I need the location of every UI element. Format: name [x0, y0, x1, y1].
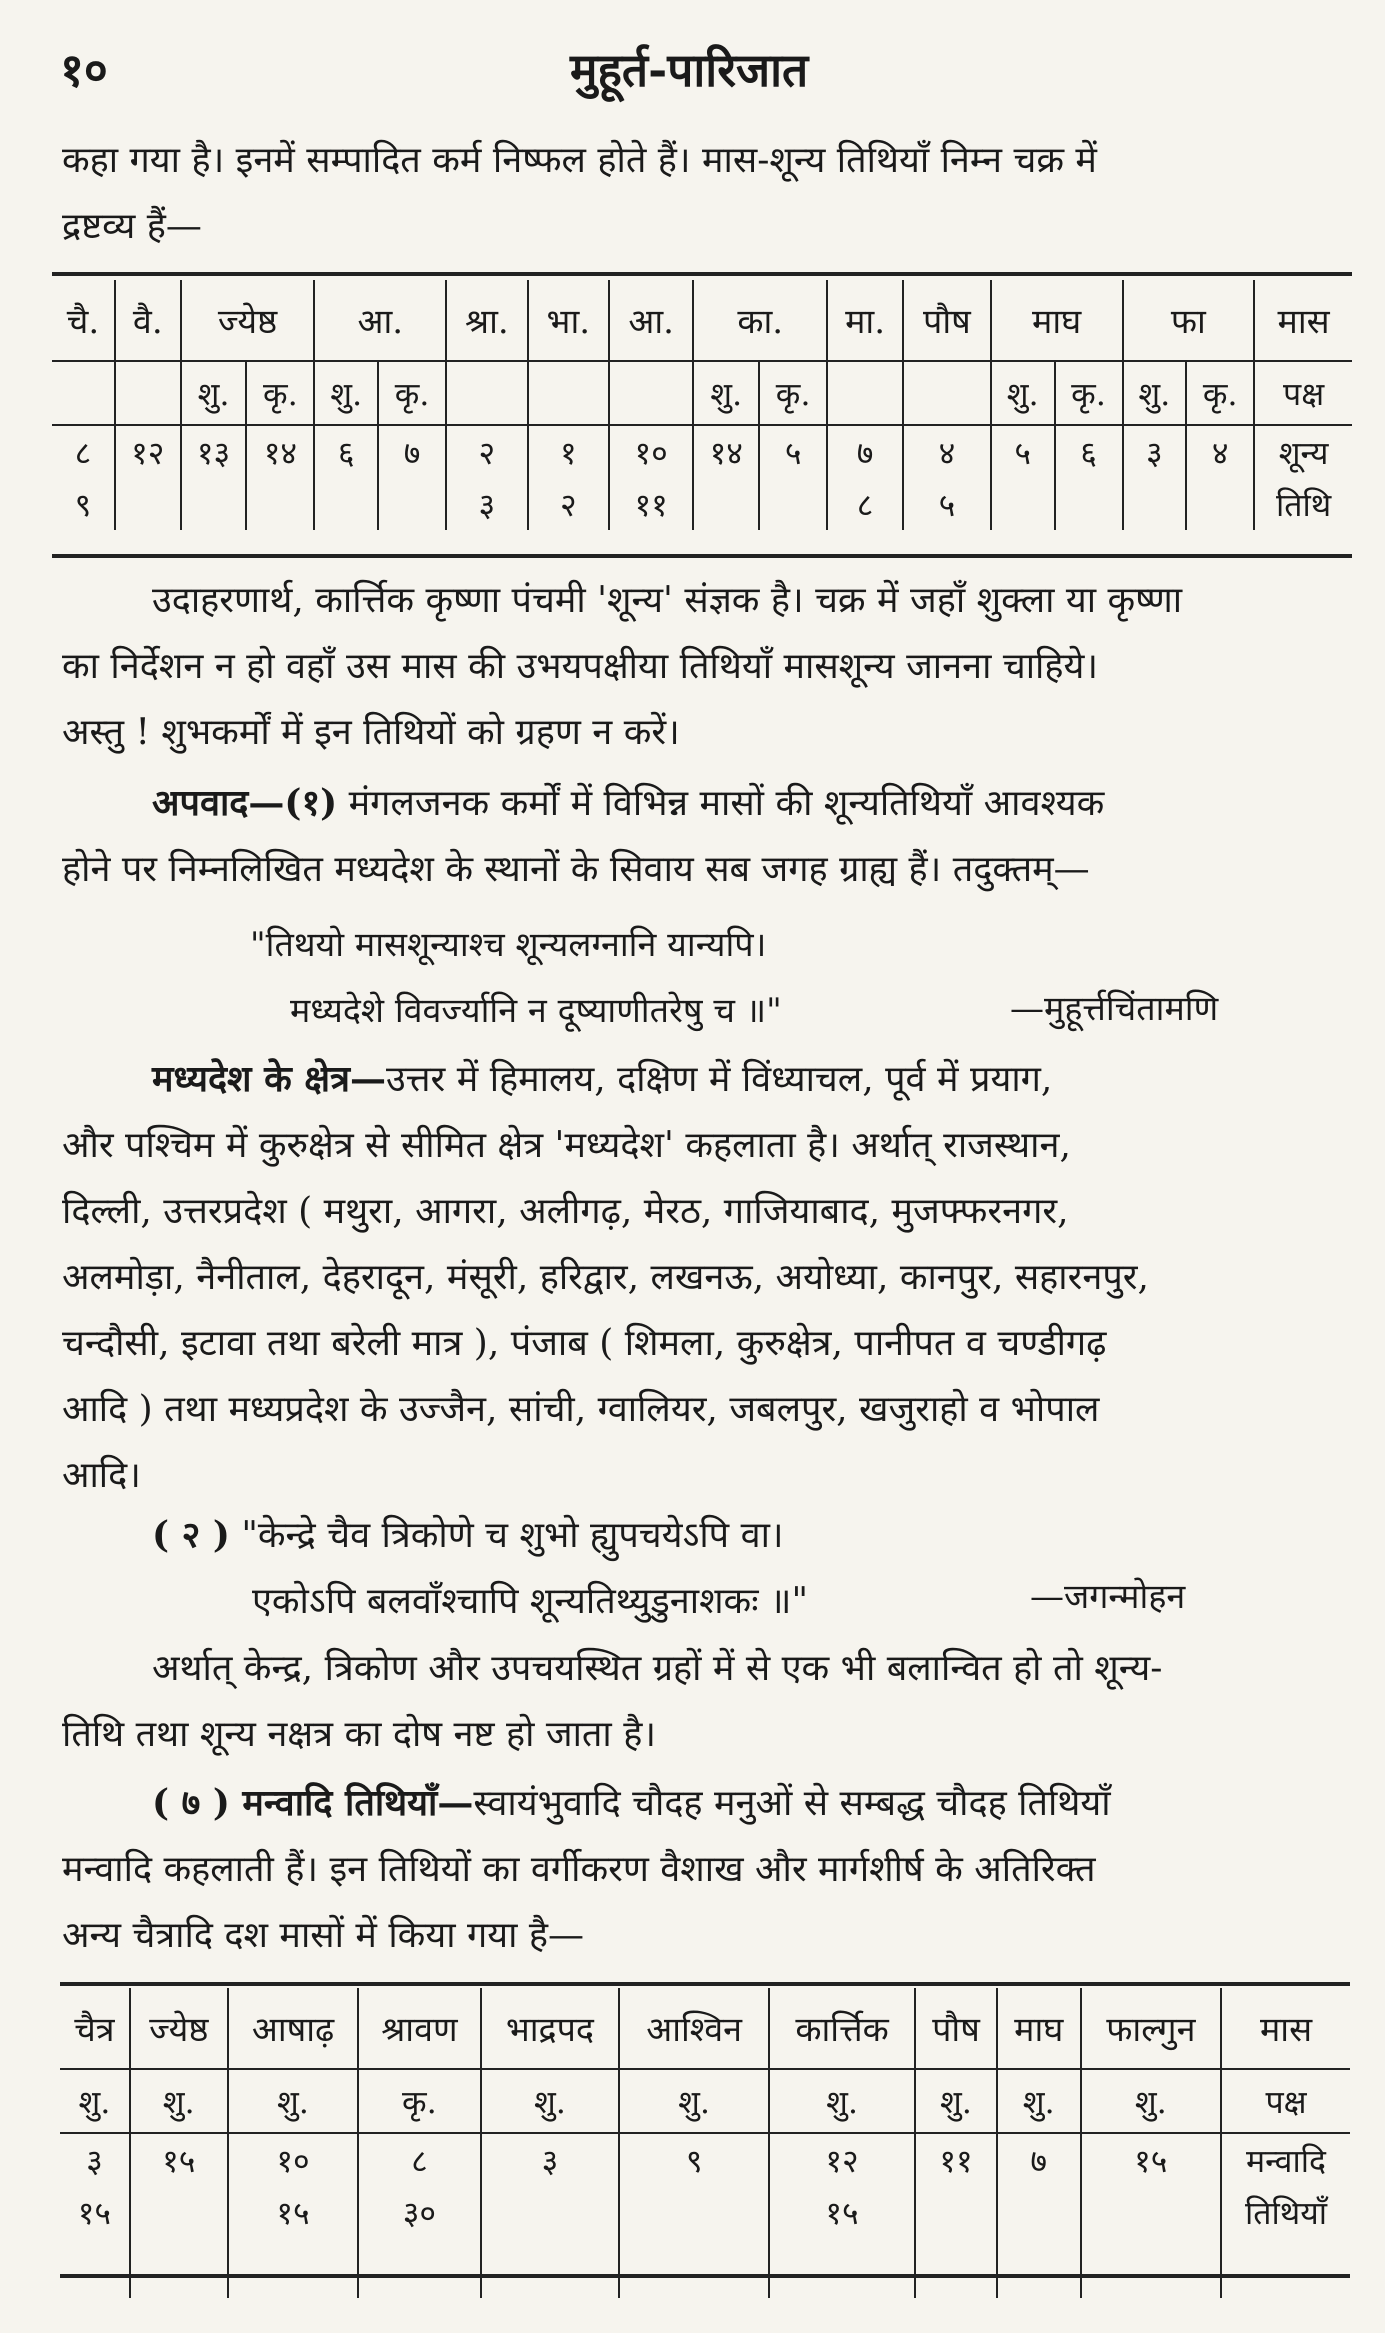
value-cell: ६ [314, 425, 378, 478]
table-header-row [52, 280, 1352, 361]
paksha-cell [609, 361, 693, 425]
month-cell: फाल्गुन [1081, 1988, 1221, 2069]
shunya-tithi-table [52, 280, 1352, 530]
verse2-source: —जगन्मोहन [1030, 1577, 1186, 1617]
paksha-cell: पक्ष [1254, 361, 1352, 425]
month-cell: भा. [528, 280, 609, 361]
paksha-cell [528, 361, 609, 425]
month-cell: पौष [915, 1988, 997, 2069]
month-cell: मास [1254, 280, 1352, 361]
paksha-cell: शु. [1081, 2069, 1221, 2133]
table-row [60, 2186, 1350, 2238]
value-cell: १ [528, 425, 609, 478]
manvadi-heading: ( ७ ) मन्वादि तिथियाँ— [152, 1782, 474, 1824]
value-cell: ११ [915, 2133, 997, 2186]
page-header [60, 38, 1360, 98]
verse-line-2: मध्यदेशे विवर्ज्यानि न दूष्याणीतरेषु च ॥" [290, 991, 782, 1031]
manvadi-text: स्वायंभुवादि चौदह मनुओं से सम्बद्ध चौदह तिथियाँ [473, 1783, 1111, 1824]
page-title: मुहूर्त-पारिजात [570, 43, 809, 97]
manvadi-line-3: अन्य चैत्रादि दश मासों में किया गया है— [62, 1915, 585, 1956]
value-cell: ६ [1055, 425, 1123, 478]
table-row [52, 425, 1352, 478]
paksha-cell: शु. [693, 361, 759, 425]
paksha-cell: कृ. [759, 361, 827, 425]
value-cell [693, 478, 759, 530]
value-cell [619, 2186, 769, 2238]
value-cell [181, 478, 247, 530]
table-spacer-row [60, 2238, 1350, 2298]
month-cell: वै. [115, 280, 181, 361]
paksha-cell: शु. [481, 2069, 620, 2133]
value-cell: तिथि [1254, 478, 1352, 530]
month-cell: आश्विन [619, 1988, 769, 2069]
manvadi-line-2: मन्वादि कहलाती हैं। इन तिथियों का वर्गीकरण वैशाख और मार्गशीर्ष के अतिरिक्त [62, 1849, 1096, 1890]
month-cell: चै. [52, 280, 115, 361]
apavad-line-2: होने पर निम्नलिखित मध्यदेश के स्थानों के सिवाय सब जगह ग्राह्य हैं। तदुक्तम्— [62, 849, 1090, 890]
value-cell: १० [228, 2133, 359, 2186]
value-cell: ४ [1186, 425, 1254, 478]
value-cell: ७ [378, 425, 446, 478]
value-cell: १० [609, 425, 693, 478]
month-cell: माघ [991, 280, 1123, 361]
value-cell [1055, 478, 1123, 530]
month-cell: ज्येष्ठ [130, 1988, 228, 2069]
table-header-row [60, 1988, 1350, 2069]
apavad-heading: अपवाद—(१) [152, 782, 338, 824]
paksha-cell: शु. [619, 2069, 769, 2133]
value-cell: तिथियाँ [1221, 2186, 1350, 2238]
paksha-cell: कृ. [1055, 361, 1123, 425]
madhyadesh-line-5: चन्दौसी, इटावा तथा बरेली मात्र ), पंजाब ( शिमला, कुरुक्षेत्र, पानीपत व चण्डीगढ़ [62, 1323, 1107, 1364]
value-cell: ५ [759, 425, 827, 478]
value-cell [759, 478, 827, 530]
madhyadesh-paragraph [62, 1046, 1352, 1509]
value-cell: शून्य [1254, 425, 1352, 478]
page-number: १० [60, 43, 108, 97]
madhyadesh-line-6: आदि ) तथा मध्यप्रदेश के उज्जैन, सांची, ग्वालियर, जबलपुर, खजुराहो व भोपाल [62, 1389, 1100, 1430]
value-cell: १५ [228, 2186, 359, 2238]
value-cell: २ [446, 425, 528, 478]
paksha-cell: कृ. [1186, 361, 1254, 425]
arthat-line-2: तिथि तथा शून्य नक्षत्र का दोष नष्ट हो जाता है। [62, 1714, 656, 1755]
month-cell: आषाढ़ [228, 1988, 359, 2069]
value-cell [1081, 2186, 1221, 2238]
month-cell: भाद्रपद [481, 1988, 620, 2069]
month-cell: ज्येष्ठ [181, 280, 315, 361]
value-cell: ९ [74, 485, 92, 524]
value-cell [997, 2186, 1081, 2238]
value-cell: ७ [997, 2133, 1081, 2186]
value-cell: ३० [358, 2186, 480, 2238]
month-cell: माघ [997, 1988, 1081, 2069]
value-cell: ८ [827, 478, 903, 530]
apavad-text: मंगलजनक कर्मों में विभिन्न मासों की शून्यतिथियाँ आवश्यक [337, 783, 1105, 824]
value-cell: ५ [991, 425, 1055, 478]
month-cell: फा [1123, 280, 1255, 361]
paksha-cell [827, 361, 903, 425]
paksha-cell: शु. [60, 2069, 130, 2133]
paksha-cell: शु. [1123, 361, 1187, 425]
paksha-cell: शु. [769, 2069, 915, 2133]
paksha-cell: शु. [997, 2069, 1081, 2133]
paksha-cell [115, 361, 181, 425]
madhyadesh-line-4: अलमोड़ा, नैनीताल, देहरादून, मंसूरी, हरिद्वार, लखनऊ, अयोध्या, कानपुर, सहारनपुर, [62, 1257, 1149, 1298]
table-paksha-row [60, 2069, 1350, 2133]
example-line-2: का निर्देशन न हो वहाँ उस मास की उभयपक्षीया तिथियाँ मासशून्य जानना चाहिये। [62, 646, 1098, 687]
madhyadesh-heading: मध्यदेश के क्षेत्र— [152, 1058, 386, 1100]
value-cell: २ [528, 478, 609, 530]
paksha-cell [903, 361, 991, 425]
month-cell: श्रा. [446, 280, 528, 361]
paksha-cell [52, 361, 115, 425]
madhyadesh-line-1 [62, 1046, 1352, 1113]
month-cell: श्रावण [358, 1988, 480, 2069]
value-cell: १५ [130, 2133, 228, 2186]
value-cell: ११ [609, 478, 693, 530]
madhyadesh-line-3: दिल्ली, उत्तरप्रदेश ( मथुरा, आगरा, अलीगढ़, मेरठ, गाजियाबाद, मुजफ्फरनगर, [62, 1191, 1069, 1232]
value-cell [378, 478, 446, 530]
value-cell: ३ [446, 478, 528, 530]
value-cell: १५ [77, 2193, 112, 2232]
paksha-cell: शु. [314, 361, 378, 425]
table-row [52, 478, 1352, 530]
value-cell: मन्वादि [1221, 2133, 1350, 2186]
paksha-cell: कृ. [378, 361, 446, 425]
table-paksha-row [52, 361, 1352, 425]
month-cell: पौष [903, 280, 991, 361]
intro-line-1: कहा गया है। इनमें सम्पादित कर्म निष्फल होते हैं। मास-शून्य तिथियाँ निम्न चक्र में [62, 140, 1097, 181]
apavad-paragraph [62, 770, 1352, 903]
value-cell: ७ [827, 425, 903, 478]
value-cell: १२ [769, 2133, 915, 2186]
paksha-cell: कृ. [246, 361, 314, 425]
table-row [60, 2133, 1350, 2186]
value-cell [246, 478, 314, 530]
paksha-cell: पक्ष [1221, 2069, 1350, 2133]
verse2-text-1: "केन्द्रे चैव त्रिकोणे च शुभो ह्युपचयेऽपि वा। [241, 1515, 784, 1556]
value-cell [991, 478, 1055, 530]
month-cell: मास [1221, 1988, 1350, 2069]
value-cell: ३ [1123, 425, 1187, 478]
value-cell: १४ [693, 425, 759, 478]
value-cell: १५ [769, 2186, 915, 2238]
paksha-cell: शु. [130, 2069, 228, 2133]
value-cell [481, 2186, 620, 2238]
value-cell [115, 478, 181, 530]
month-cell: कार्त्तिक [769, 1988, 915, 2069]
example-line-1: उदाहरणार्थ, कार्त्तिक कृष्णा पंचमी 'शून्य' संज्ञक है। चक्र में जहाँ शुक्ला या कृष्णा [152, 580, 1183, 621]
month-cell: मा. [827, 280, 903, 361]
madhyadesh-line-7: आदि। [62, 1455, 141, 1496]
verse-line-1: "तिथयो मासशून्याश्च शून्यलग्नानि यान्यपि। [250, 925, 767, 965]
manvadi-table [60, 1988, 1350, 2298]
value-cell [130, 2186, 228, 2238]
paksha-cell: शु. [915, 2069, 997, 2133]
value-cell: १५ [1081, 2133, 1221, 2186]
value-cell: ८ [74, 433, 92, 472]
example-line-3: अस्तु ! शुभकर्मों में इन तिथियों को ग्रहण न करें। [62, 712, 680, 753]
value-cell: ८ [358, 2133, 480, 2186]
month-cell: चैत्र [60, 1988, 130, 2069]
arthat-line-1: अर्थात् केन्द्र, त्रिकोण और उपचयस्थित ग्रहों में से एक भी बलान्वित हो तो शून्य- [152, 1648, 1163, 1689]
value-cell: १२ [115, 425, 181, 478]
verse2-number: ( २ ) [152, 1514, 230, 1556]
verse-source: —मुहूर्त्तचिंतामणि [1010, 989, 1219, 1029]
value-cell: ९ [619, 2133, 769, 2186]
example-paragraph [62, 568, 1352, 766]
value-cell [1123, 478, 1187, 530]
arthat-paragraph [62, 1636, 1352, 1768]
intro-line-2: द्रष्टव्य हैं— [62, 206, 202, 247]
value-cell: ३ [86, 2141, 103, 2180]
apavad-line-1 [62, 770, 1352, 837]
paksha-cell: शु. [181, 361, 247, 425]
paksha-cell [446, 361, 528, 425]
paksha-cell: शु. [228, 2069, 359, 2133]
value-cell: ४ [903, 425, 991, 478]
manvadi-paragraph [62, 1770, 1352, 1969]
intro-paragraph [62, 128, 1352, 260]
value-cell [1186, 478, 1254, 530]
month-cell: का. [693, 280, 827, 361]
value-cell [314, 478, 378, 530]
month-cell: आ. [609, 280, 693, 361]
paksha-cell: शु. [991, 361, 1055, 425]
month-cell: आ. [314, 280, 446, 361]
verse2-line-2: एकोऽपि बलवाँश्चापि शून्यतिथ्युडुनाशकः ॥" [252, 1581, 809, 1622]
value-cell: ३ [481, 2133, 620, 2186]
madhyadesh-line-2: और पश्चिम में कुरुक्षेत्र से सीमित क्षेत्र 'मध्यदेश' कहलाता है। अर्थात् राजस्थान, [62, 1125, 1071, 1166]
value-cell: १३ [181, 425, 247, 478]
value-cell [915, 2186, 997, 2238]
value-cell: १४ [246, 425, 314, 478]
madhyadesh-text: उत्तर में हिमालय, दक्षिण में विंध्याचल, पूर्व में प्रयाग, [385, 1059, 1053, 1100]
value-cell: ५ [903, 478, 991, 530]
verse2-line-1 [152, 1502, 1252, 1569]
manvadi-line-1 [62, 1770, 1352, 1837]
paksha-cell: कृ. [358, 2069, 480, 2133]
